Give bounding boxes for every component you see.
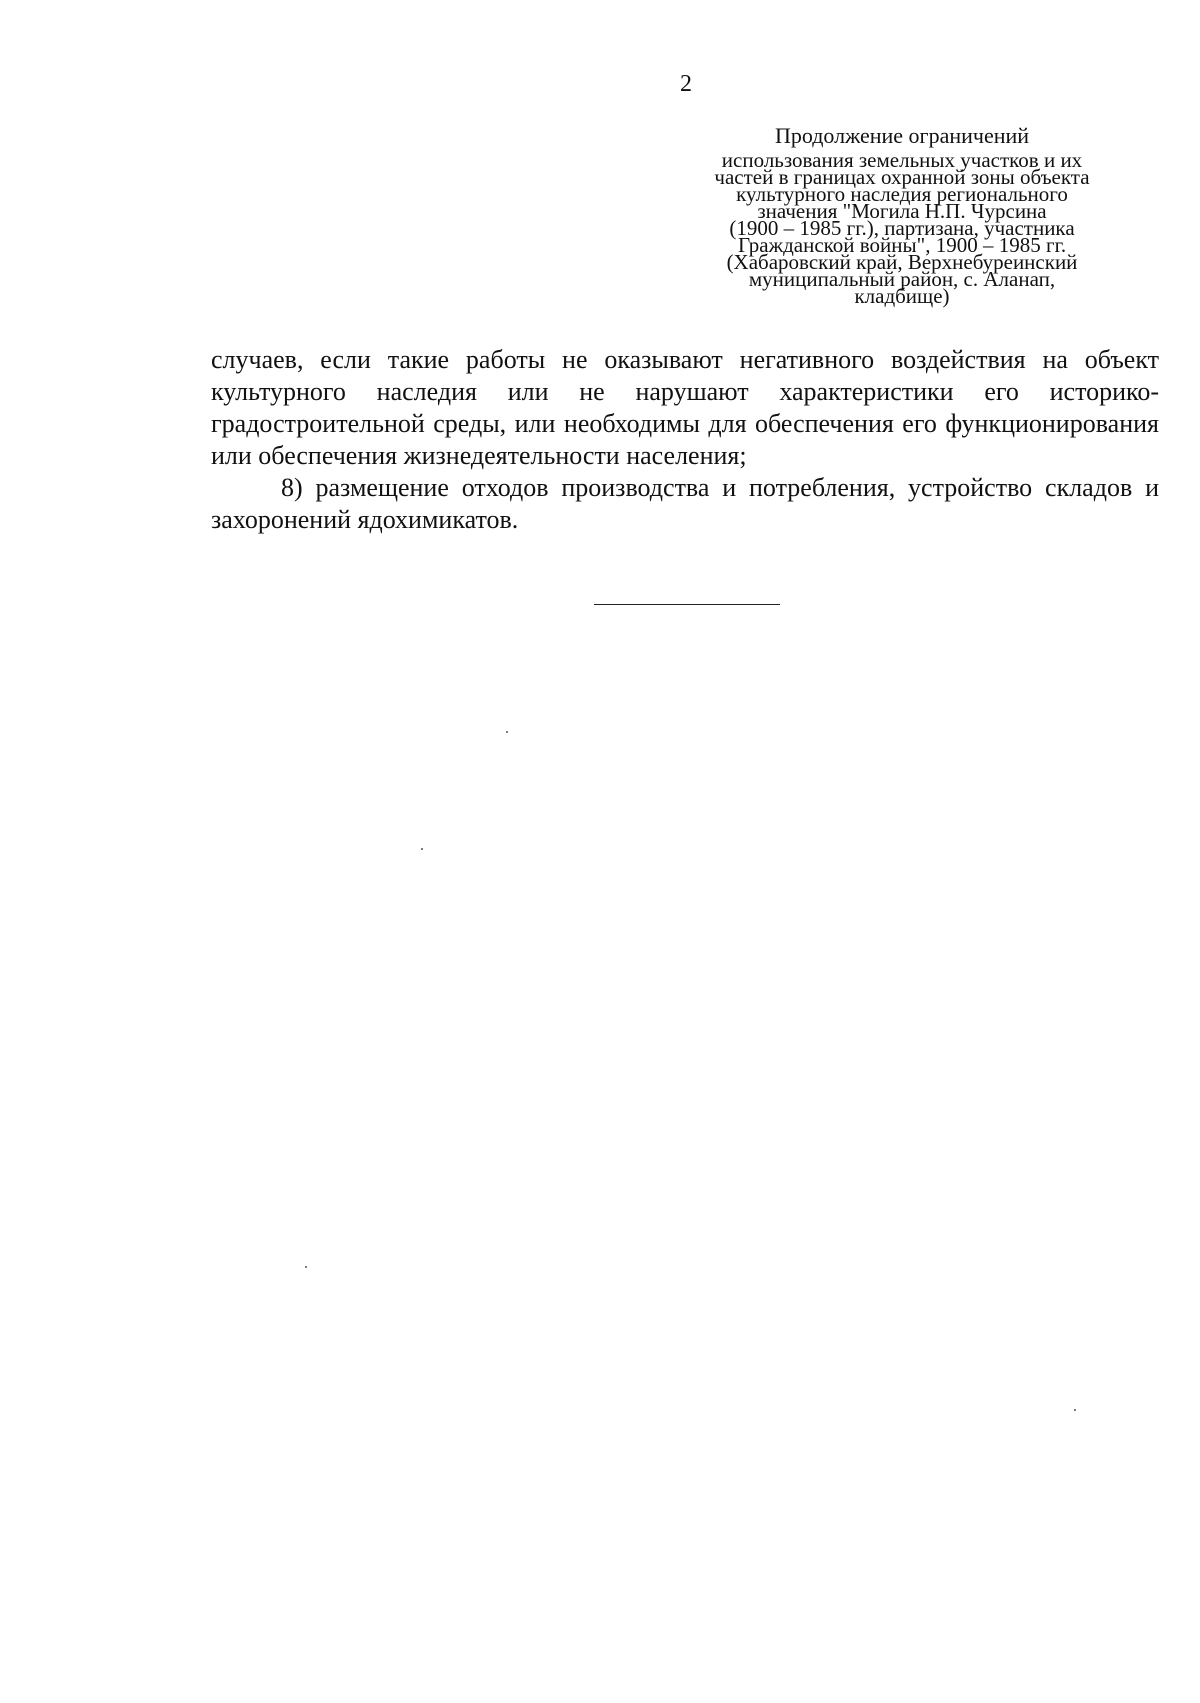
page-number: 2: [680, 71, 692, 97]
heading-line-5: значения "Могила Н.П. Чурсина: [757, 199, 1047, 223]
end-separator-line: [594, 604, 780, 605]
scan-speck: [305, 1266, 307, 1268]
heading-line-3: частей в границах охранной зоны объекта: [714, 165, 1090, 189]
scan-speck: [506, 731, 508, 733]
heading-line-6: (1900 – 1985 гг.), партизана, участника: [729, 216, 1075, 240]
scan-speck: [421, 848, 423, 850]
list-item-8: 8) размещение отходов производства и потребления, устройство складов и захоронений ядохимикатов.: [211, 473, 1159, 534]
scan-speck: [1074, 1409, 1076, 1411]
heading-line-7: Гражданской войны", 1900 – 1985 гг.: [737, 233, 1067, 257]
heading-line-2: использования земельных участков и их: [721, 148, 1083, 172]
continuation-paragraph: случаев, если такие работы не оказывают негативного воздействия на объект культурного наследия или не нарушают характеристики его историко-градостроительной среды, или необходимы для обеспечения его функционирования или обеспечения жизнедеятельности населения;: [211, 345, 1159, 470]
heading-line-10: кладбище): [854, 284, 950, 308]
restrictions-heading: [682, 123, 1122, 308]
heading-line-4: культурного наследия регионального: [736, 182, 1068, 206]
heading-line-8: (Хабаровский край, Верхнебуреинский: [726, 250, 1078, 274]
heading-line-1: Продолжение ограничений: [774, 123, 1030, 148]
heading-line-9: муниципальный район, с. Аланап,: [748, 267, 1056, 291]
document-body: [211, 344, 1159, 536]
